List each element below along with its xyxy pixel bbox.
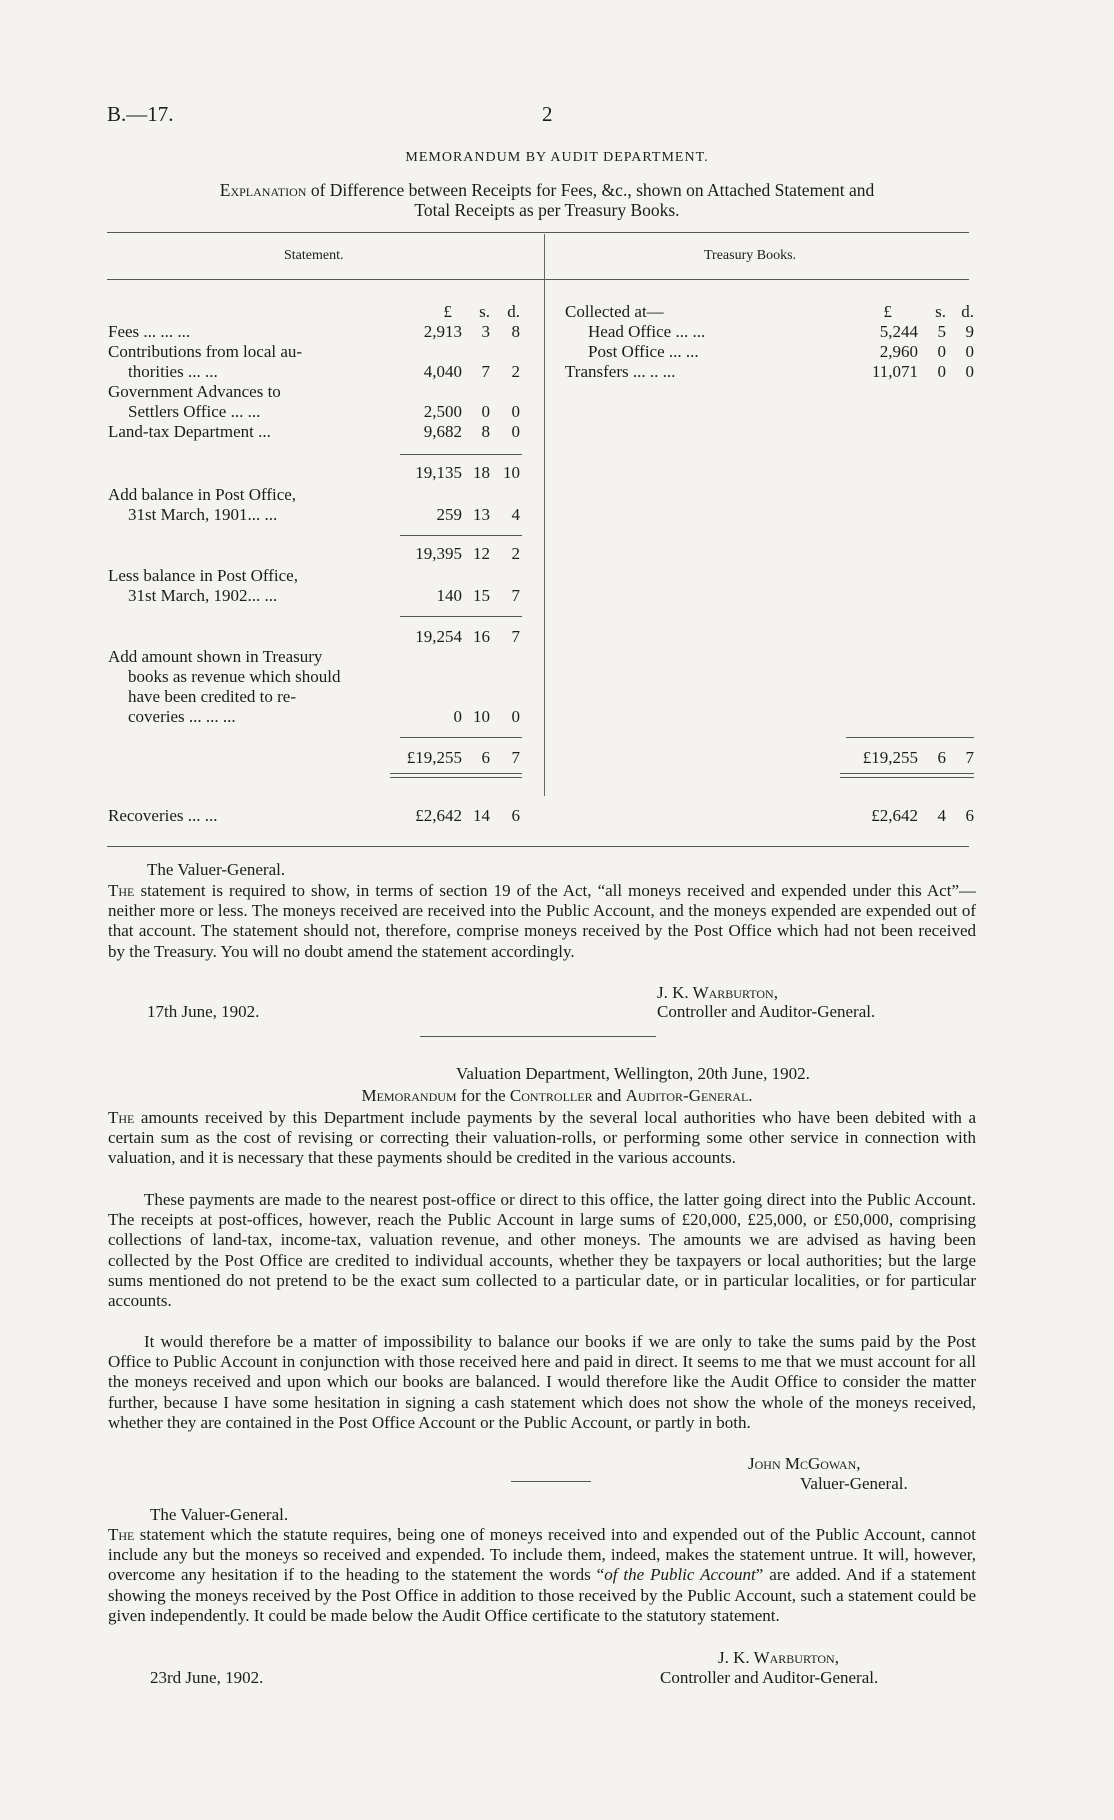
treasury-recoveries-d: 6 <box>965 806 974 825</box>
statement-total-rule-top <box>400 737 522 738</box>
statement-s-fees: 3 <box>481 322 490 341</box>
statement-s-contributions: 7 <box>481 362 490 381</box>
add-amount-pounds: 0 <box>453 707 462 726</box>
treasury-recoveries-pounds: £2,642 <box>871 806 918 825</box>
treasury-s-post-office: 0 <box>937 342 946 361</box>
explanation-line2: Total Receipts as per Treasury Books. <box>414 200 680 220</box>
letter2-paragraph1: The amounts received by this Department include payments by the several local authorities who have been debited with a certain sum as the cost of revising or correcting their valuation-rolls, or performing some other service in connection with valuation, and it is necessary that these payments should be credited in the various accounts. <box>108 1108 976 1168</box>
letter3-date: 23rd June, 1902. <box>150 1668 264 1687</box>
add-amount-d: 0 <box>511 707 520 726</box>
explanation-lead: Explanation <box>219 180 307 200</box>
statement-unit-pence: d. <box>507 302 520 321</box>
treasury-pounds-head-office: 5,244 <box>879 322 918 341</box>
less-balance-label2: 31st March, 1902... ... <box>128 586 278 605</box>
treasury-total-rule-top <box>846 737 974 738</box>
statement-d-contributions: 2 <box>511 362 520 381</box>
page-number: 2 <box>542 102 553 126</box>
table-bottom-rule <box>107 846 969 847</box>
statement-s-landtax: 8 <box>481 422 490 441</box>
add-balance-label1: Add balance in Post Office, <box>108 485 297 504</box>
treasury-total-rule-a <box>840 773 974 774</box>
letter2-paragraph2: These payments are made to the nearest post-office or direct to this office, the latter going direct into the Public Account. The receipts at post-offices, however, reach the Public Account in large sums of £20,000, £25,000, or £50,000, comprising collections of land-tax, income-tax, valuation revenue, and other moneys. The amounts we are advised as having been collected by the Post Office are credited to individual accounts, whether they be taxpayers or local authorities; but the large sums mentioned do not pretend to be the exact sum collected to a particular date, or in particular localities, or for particular accounts. <box>108 1190 976 1311</box>
treasury-collected-at: Collected at— <box>565 302 664 321</box>
statement-total-s: 6 <box>481 748 490 767</box>
treasury-d-head-office: 9 <box>965 322 974 341</box>
statement-recoveries-pounds: £2,642 <box>415 806 462 825</box>
statement-heading: Statement. <box>284 248 344 263</box>
subtotal1-s: 18 <box>473 463 490 482</box>
letter2-short-rule <box>511 1481 591 1482</box>
letter3-salutation: The Valuer-General. <box>150 1505 289 1524</box>
treasury-unit-pence: d. <box>961 302 974 321</box>
subtotal3-rule <box>400 616 522 617</box>
subtotal2-d: 2 <box>511 544 520 563</box>
subtotal1-rule <box>400 454 522 455</box>
statement-label-landtax: Land-tax Department ... <box>108 422 271 441</box>
treasury-unit-pounds: £ <box>883 302 892 321</box>
treasury-label-head-office: Head Office ... ... <box>588 322 706 341</box>
letter1-lead: The <box>108 881 135 900</box>
treasury-total-s: 6 <box>937 748 946 767</box>
treasury-label-transfers: Transfers ... .. ... <box>565 362 676 381</box>
letter2-title: Valuer-General. <box>800 1474 908 1493</box>
less-balance-pounds: 140 <box>436 586 462 605</box>
letter1-salutation: The Valuer-General. <box>147 860 286 879</box>
explanation-line1: of Difference between Receipts for Fees, &c., shown on Attached Statement and <box>310 180 875 200</box>
treasury-d-post-office: 0 <box>965 342 974 361</box>
document-reference: B.—17. <box>107 102 174 126</box>
memo-title: MEMORANDUM BY AUDIT DEPARTMENT. <box>405 150 709 165</box>
letter2-signatory: John McGowan, <box>748 1454 861 1473</box>
statement-total-rule-b <box>390 777 522 778</box>
statement-s-government: 0 <box>481 402 490 421</box>
statement-label-government: Government Advances to <box>108 382 281 401</box>
letter1-date: 17th June, 1902. <box>147 1002 260 1021</box>
subtotal2-s: 12 <box>473 544 490 563</box>
statement-d-government: 0 <box>511 402 520 421</box>
subtotal2-pounds: 19,395 <box>415 544 462 563</box>
letter3-title: Controller and Auditor-General. <box>660 1668 879 1687</box>
subtotal1-pounds: 19,135 <box>415 463 462 482</box>
treasury-unit-shillings: s. <box>935 302 946 321</box>
statement-total-pounds: £19,255 <box>406 748 462 767</box>
treasury-total-pounds: £19,255 <box>862 748 918 767</box>
treasury-pounds-post-office: 2,960 <box>879 342 918 361</box>
letter3-signatory: J. K. Warburton, <box>718 1648 839 1667</box>
add-balance-pounds: 259 <box>436 505 462 524</box>
letter1-body <box>108 881 976 962</box>
recoveries-label: Recoveries ... ... <box>108 806 218 825</box>
table-center-divider <box>544 234 545 796</box>
statement-d-fees: 8 <box>511 322 520 341</box>
less-balance-s: 15 <box>473 586 490 605</box>
treasury-recoveries-s: 4 <box>937 806 946 825</box>
subtotal2-rule <box>400 535 522 536</box>
statement-recoveries-d: 6 <box>511 806 520 825</box>
add-amount-s: 10 <box>473 707 490 726</box>
statement-pounds-government: 2,500 <box>423 402 462 421</box>
less-balance-d: 7 <box>511 586 520 605</box>
add-balance-s: 13 <box>473 505 490 524</box>
letter2-memo-heading: Memorandum for the Controller and Auditor-General. <box>361 1086 753 1105</box>
letter2-paragraph3: It would therefore be a matter of impossibility to balance our books if we are only to take the sums paid by the Post Office to Public Account in conjunction with those received here and paid in direct. It seems to me that we must account for all the moneys received and upon which our books are balanced. I would therefore like the Audit Office to consider the matter further, because I have some hesitation in signing a cash statement which does not show the whole of the moneys received, whether they are contained in the Post Office Account or the Public Account, or partly in both. <box>108 1332 976 1432</box>
add-amount-label2: books as revenue which should <box>128 667 341 686</box>
treasury-pounds-transfers: 11,071 <box>871 362 918 381</box>
subtotal3-s: 16 <box>473 627 490 646</box>
explanation-heading <box>107 180 987 220</box>
subtotal3-pounds: 19,254 <box>415 627 462 646</box>
subtotal3-d: 7 <box>511 627 520 646</box>
table-header-rule <box>107 279 969 280</box>
letter1-title: Controller and Auditor-General. <box>657 1002 876 1021</box>
statement-label-thorities: thorities ... ... <box>128 362 218 381</box>
statement-total-d: 7 <box>511 748 520 767</box>
add-balance-d: 4 <box>511 505 520 524</box>
add-amount-label4: coveries ... ... ... <box>128 707 236 726</box>
treasury-s-head-office: 5 <box>937 322 946 341</box>
letter2-address: Valuation Department, Wellington, 20th June, 1902. <box>456 1064 810 1083</box>
add-balance-label2: 31st March, 1901... ... <box>128 505 278 524</box>
statement-label-contributions: Contributions from local au- <box>108 342 303 361</box>
section-divider <box>420 1036 656 1037</box>
treasury-heading: Treasury Books. <box>704 248 797 263</box>
less-balance-label1: Less balance in Post Office, <box>108 566 298 585</box>
treasury-label-post-office: Post Office ... ... <box>588 342 699 361</box>
statement-unit-pounds: £ <box>443 302 452 321</box>
statement-total-rule-a <box>390 773 522 774</box>
treasury-d-transfers: 0 <box>965 362 974 381</box>
letter3-body: The statement which the statute requires, being one of moneys received into and expended out of the Public Account, cannot include any but the moneys so received and expended. To include them, indeed, makes the statement untrue. It will, however, overcome any hesitation if to the heading to the statement the words “of the Public Account” are added. And if a statement showing the moneys received by the Post Office in addition to those received by the Public Account, such a statement could be given independently. It could be made below the Audit Office certificate to the statutory statement. <box>108 1525 976 1625</box>
letter1-text: statement is required to show, in terms of section 19 of the Act, “all moneys received and expended under this Act”—neither more or less. The moneys received are received into the Public Account, and the moneys expended are expended out of that account. The statement should not, therefore, comprise moneys received by the Post Office which had not been received by the Treasury. You will no doubt amend the statement accordingly. <box>108 881 976 961</box>
treasury-total-rule-b <box>840 777 974 778</box>
statement-recoveries-s: 14 <box>473 806 490 825</box>
add-amount-label1: Add amount shown in Treasury <box>108 647 323 666</box>
subtotal1-d: 10 <box>503 463 520 482</box>
statement-pounds-fees: 2,913 <box>423 322 462 341</box>
statement-pounds-landtax: 9,682 <box>423 422 462 441</box>
statement-label-settlers: Settlers Office ... ... <box>128 402 261 421</box>
table-top-rule <box>107 232 969 233</box>
statement-unit-shillings: s. <box>479 302 490 321</box>
statement-label-fees: Fees ... ... ... <box>108 322 191 341</box>
treasury-total-d: 7 <box>965 748 974 767</box>
letter1-signatory: J. K. Warburton, <box>657 983 778 1002</box>
treasury-s-transfers: 0 <box>937 362 946 381</box>
statement-d-landtax: 0 <box>511 422 520 441</box>
statement-pounds-contributions: 4,040 <box>423 362 462 381</box>
add-amount-label3: have been credited to re- <box>128 687 297 706</box>
